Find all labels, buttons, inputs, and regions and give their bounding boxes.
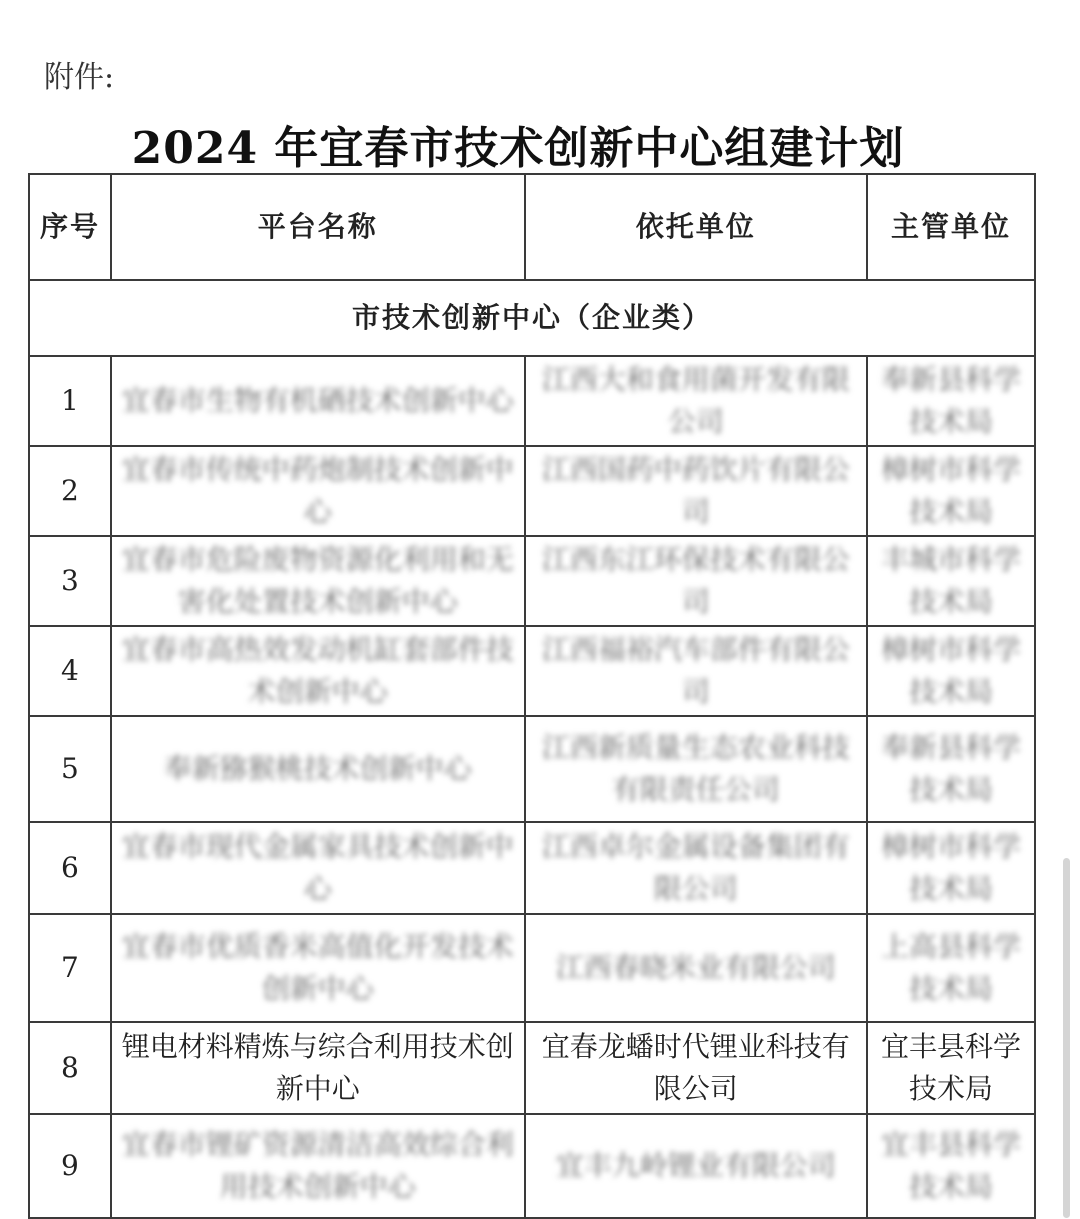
table-row: [29, 1022, 1035, 1114]
header-host-unit: 依托单位: [525, 174, 867, 280]
table-row: [29, 446, 1035, 536]
row-admin-unit: 樟树市科学技术局: [867, 822, 1035, 914]
table-row: [29, 822, 1035, 914]
table-row: [29, 1114, 1035, 1218]
row-admin-unit: 樟树市科学技术局: [867, 446, 1035, 536]
header-seq: 序号: [29, 174, 111, 280]
row-admin-unit: 奉新县科学技术局: [867, 716, 1035, 822]
row-host-unit: 江西东江环保技术有限公司: [525, 536, 867, 626]
row-seq: 4: [29, 626, 111, 716]
row-seq: 6: [29, 822, 111, 914]
row-platform-name: 奉新猕猴桃技术创新中心: [111, 716, 525, 822]
row-admin-unit: 丰城市科学技术局: [867, 536, 1035, 626]
row-platform-name: 宜春市锂矿资源清洁高效综合利用技术创新中心: [111, 1114, 525, 1218]
table-header-row: [29, 174, 1035, 280]
row-platform-name: 宜春市危险废物资源化利用和无害化处置技术创新中心: [111, 536, 525, 626]
row-platform-name: 宜春市生物有机硒技术创新中心: [111, 356, 525, 446]
row-host-unit: 宜丰九岭锂业有限公司: [525, 1114, 867, 1218]
row-host-unit: 江西国药中药饮片有限公司: [525, 446, 867, 536]
header-platform-name: 平台名称: [111, 174, 525, 280]
row-seq: 9: [29, 1114, 111, 1218]
row-admin-unit: 宜丰县科学技术局: [867, 1022, 1035, 1114]
row-seq: 2: [29, 446, 111, 536]
table-row: [29, 536, 1035, 626]
row-platform-name: 宜春市优质香米高值化开发技术创新中心: [111, 914, 525, 1022]
row-admin-unit: 上高县科学技术局: [867, 914, 1035, 1022]
row-admin-unit: 樟树市科学技术局: [867, 626, 1035, 716]
row-platform-name: 宜春市高热效发动机缸套部件技术创新中心: [111, 626, 525, 716]
table-row: [29, 356, 1035, 446]
table-row: [29, 914, 1035, 1022]
row-platform-name: 宜春市现代金属家具技术创新中心: [111, 822, 525, 914]
row-admin-unit: 奉新县科学技术局: [867, 356, 1035, 446]
row-host-unit: 江西大和食用菌开发有限公司: [525, 356, 867, 446]
row-platform-name: 宜春市传统中药炮制技术创新中心: [111, 446, 525, 536]
row-host-unit: 江西春晓米业有限公司: [525, 914, 867, 1022]
table-row: [29, 626, 1035, 716]
section-title: 市技术创新中心（企业类）: [29, 280, 1035, 356]
scrollbar[interactable]: [1063, 858, 1070, 1218]
plan-table: [28, 173, 1036, 1219]
row-admin-unit: 宜丰县科学技术局: [867, 1114, 1035, 1218]
row-host-unit: 江西福裕汽车部件有限公司: [525, 626, 867, 716]
row-host-unit: 江西卓尔金属设备集团有限公司: [525, 822, 867, 914]
row-seq: 8: [29, 1022, 111, 1114]
row-host-unit: 江西新质量生态农业科技有限责任公司: [525, 716, 867, 822]
document-title: 2024 年宜春市技术创新中心组建计划: [131, 123, 905, 174]
header-admin-unit: 主管单位: [867, 174, 1035, 280]
table-row: [29, 716, 1035, 822]
section-row: [29, 280, 1035, 356]
row-seq: 1: [29, 356, 111, 446]
row-seq: 5: [29, 716, 111, 822]
attachment-label: 附件:: [44, 60, 115, 95]
row-platform-name: 锂电材料精炼与综合利用技术创新中心: [111, 1022, 525, 1114]
row-seq: 7: [29, 914, 111, 1022]
row-seq: 3: [29, 536, 111, 626]
row-host-unit: 宜春龙蟠时代锂业科技有限公司: [525, 1022, 867, 1114]
